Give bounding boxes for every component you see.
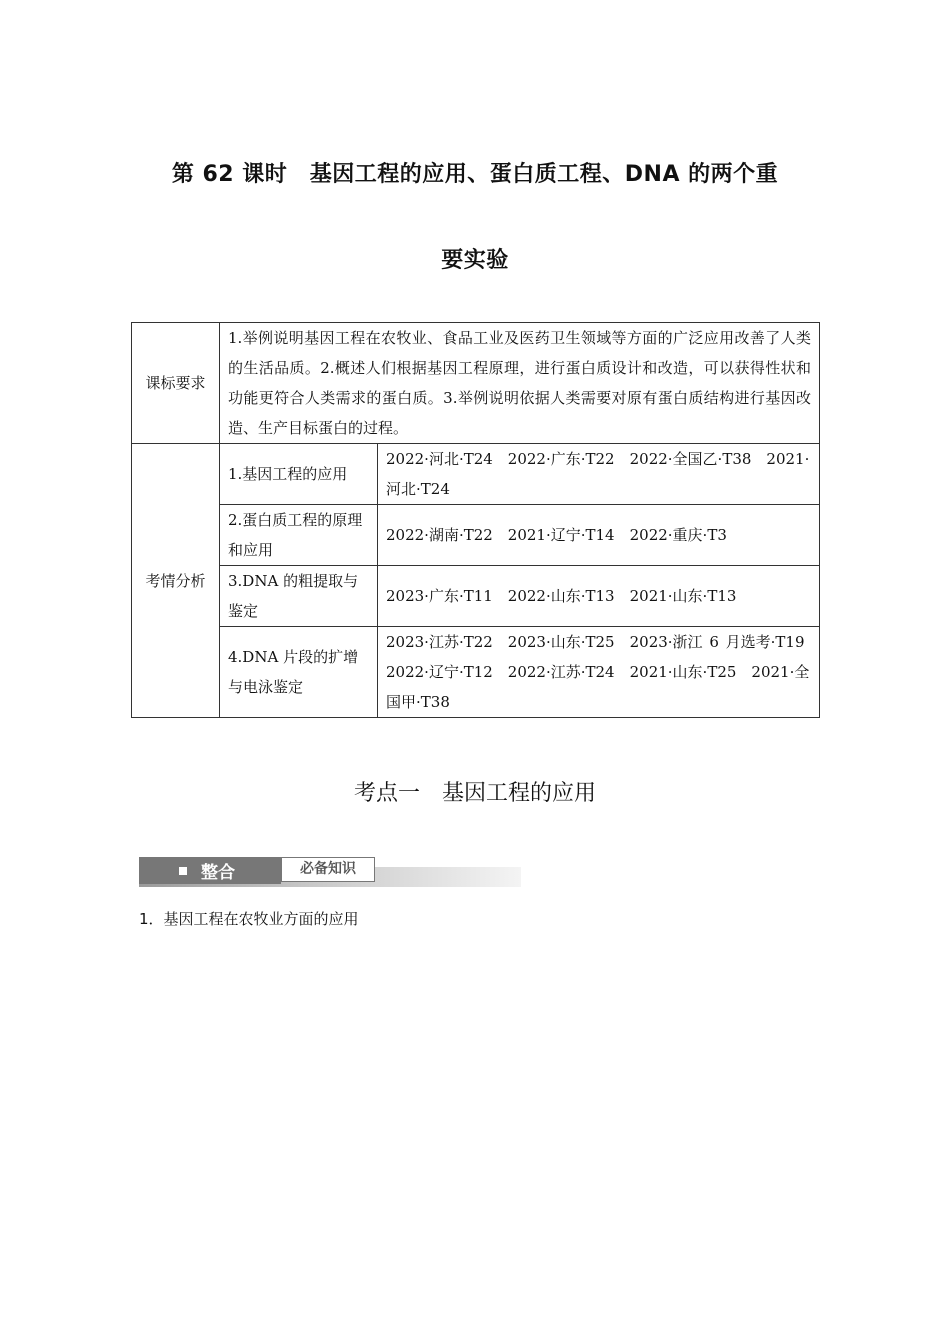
- table-row-standards: [132, 323, 820, 444]
- topic-cell: 4.DNA 片段的扩增与电泳鉴定: [220, 627, 378, 718]
- section-title: 考点一 基因工程的应用: [353, 781, 596, 806]
- standards-text: 1.举例说明基因工程在农牧业、食品工业及医药卫生领域等方面的广泛应用改善了人类的生活品质。2.概述人们根据基因工程原理，进行蛋白质设计和改造，可以获得性状和功能更符合人类需求的蛋白质。3.举例说明依据人类需要对原有蛋白质结构进行基因改造、生产目标蛋白的过程。: [220, 323, 820, 444]
- requirements-table: [131, 322, 820, 718]
- analysis-label: 考情分析: [132, 444, 220, 718]
- sources-cell: 2022·河北·T24 2022·广东·T22 2022·全国乙·T38 2021·河北·T24: [378, 444, 820, 505]
- topic-cell: 3.DNA 的粗提取与鉴定: [220, 566, 378, 627]
- table-row: [132, 444, 820, 505]
- sources-cell: 2023·广东·T11 2022·山东·T13 2021·山东·T13: [378, 566, 820, 627]
- table-row: [132, 566, 820, 627]
- section-banner: [139, 857, 521, 887]
- banner-sub-label: 必备知识: [281, 857, 375, 882]
- sources-cell: 2023·江苏·T22 2023·山东·T25 2023·浙江 6 月选考·T19 2022·辽宁·T12 2022·江苏·T24 2021·山东·T25 2021·全国甲·T38: [378, 627, 820, 718]
- standards-label: 课标要求: [132, 323, 220, 444]
- lesson-title-line-2: 要实验: [441, 248, 509, 273]
- banner-main-label: 整合: [201, 863, 235, 883]
- table-row: [132, 627, 820, 718]
- table-row: [132, 505, 820, 566]
- lesson-title-line-1: 第 62 课时 基因工程的应用、蛋白质工程、DNA 的两个重: [171, 162, 779, 187]
- topic-cell: 2.蛋白质工程的原理和应用: [220, 505, 378, 566]
- square-bullet-icon: [179, 867, 187, 875]
- banner-dark-block: [139, 857, 281, 884]
- sources-cell: 2022·湖南·T22 2021·辽宁·T14 2022·重庆·T3: [378, 505, 820, 566]
- topic-cell: 1.基因工程的应用: [220, 444, 378, 505]
- list-item: 1．基因工程在农牧业方面的应用: [139, 910, 359, 928]
